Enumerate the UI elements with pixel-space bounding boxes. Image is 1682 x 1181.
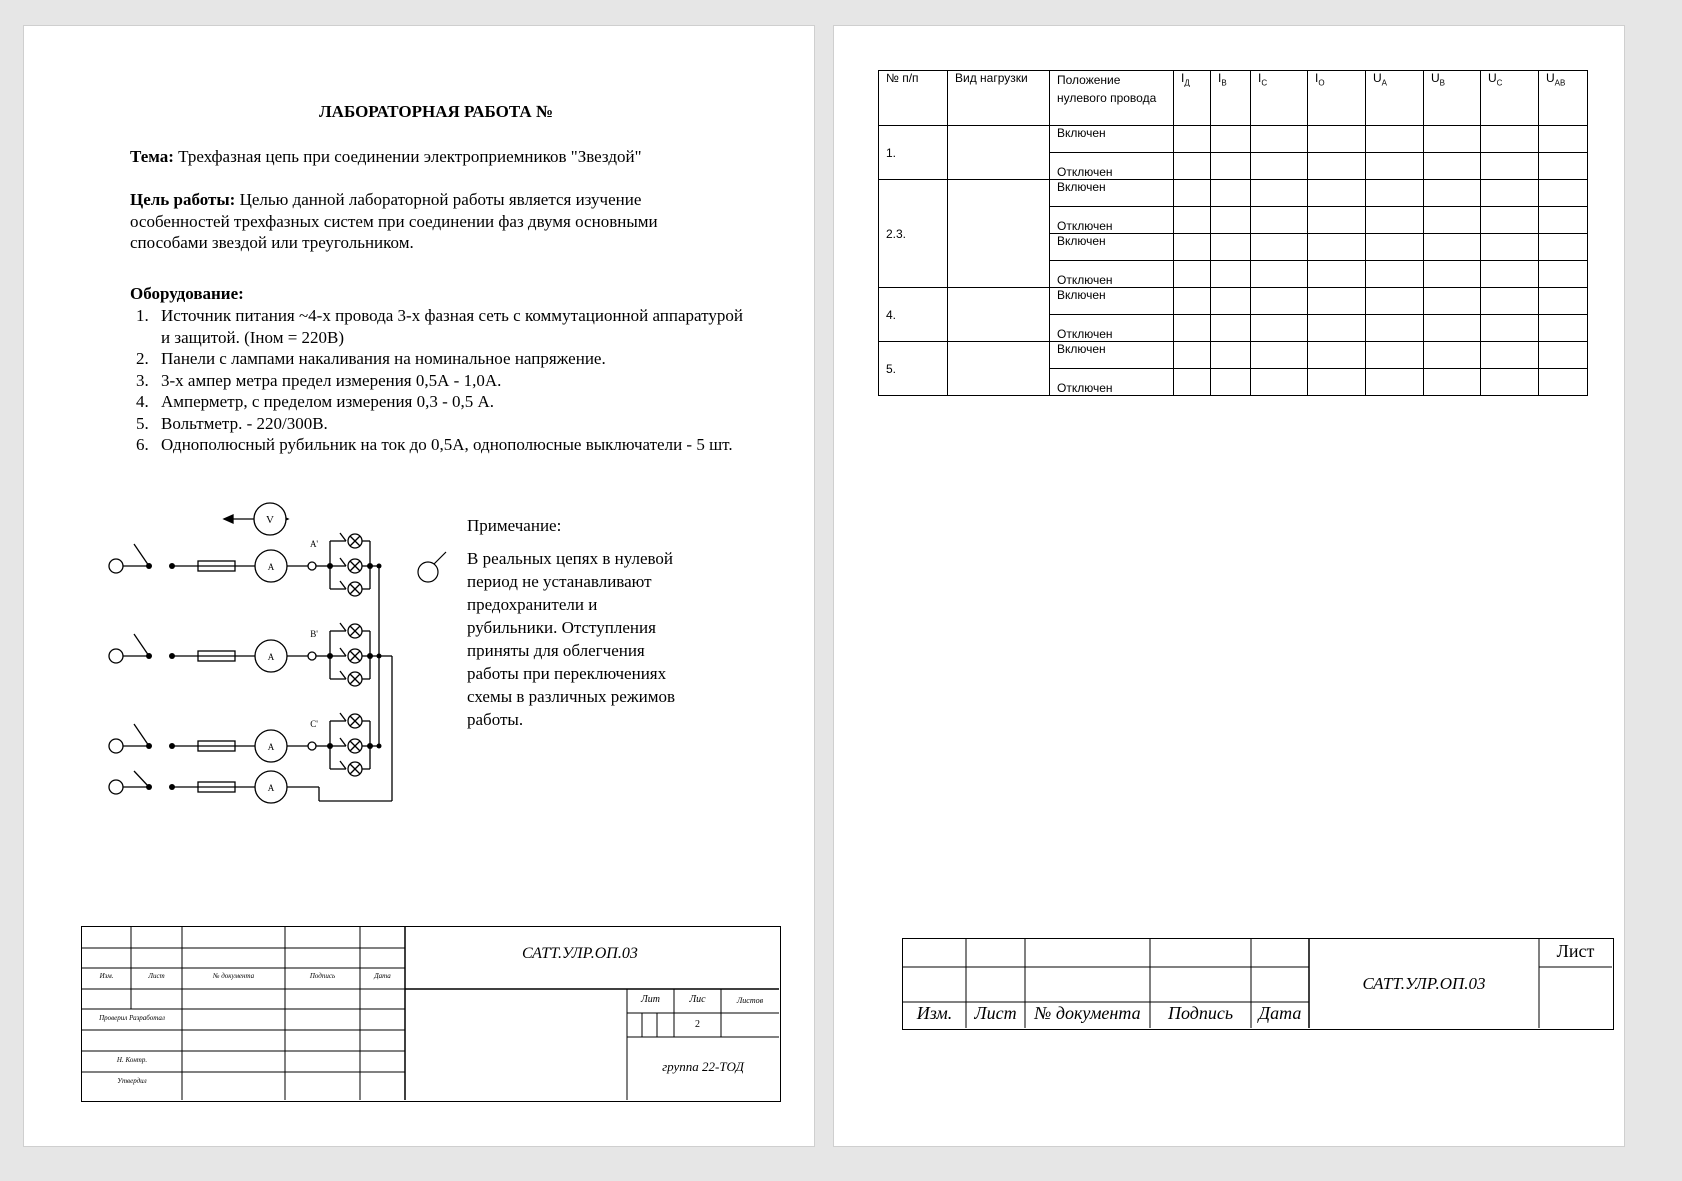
table-row	[879, 288, 1588, 315]
value-cell[interactable]	[1308, 261, 1366, 288]
value-cell[interactable]	[1366, 153, 1424, 180]
stamp-lit: Лит	[641, 994, 660, 1005]
voltmeter-label: V	[266, 514, 274, 526]
ammeter-label: A	[267, 742, 275, 752]
item-text: Источник питания ~4-х провода 3-х фазная сеть с коммутационной аппаратурой	[161, 306, 743, 325]
title-block-stamp	[81, 926, 781, 1102]
note-line: работы при переключениях	[467, 664, 667, 683]
switch-symbol-icon	[416, 546, 452, 584]
value-cell[interactable]	[1424, 126, 1481, 153]
value-cell[interactable]	[1539, 315, 1588, 342]
item-number: 5.	[136, 413, 149, 433]
value-cell[interactable]	[1481, 288, 1539, 315]
value-cell[interactable]	[1251, 126, 1308, 153]
stamp-code: САТТ.УЛР.ОП.03	[522, 945, 638, 962]
value-cell[interactable]	[1539, 180, 1588, 207]
list-item	[109, 305, 789, 348]
value-cell[interactable]	[1308, 288, 1366, 315]
col-header: $I_Д$	[1174, 71, 1211, 126]
note-line: В реальных цепях в нулевой	[467, 549, 674, 568]
item-text: 3-х ампер метра предел измерения 0,5А - 1,0А.	[161, 370, 502, 390]
value-cell[interactable]	[1211, 207, 1251, 234]
table-row	[879, 126, 1588, 153]
equipment-list	[109, 305, 789, 456]
value-cell[interactable]	[1174, 234, 1211, 261]
value-cell[interactable]	[1174, 315, 1211, 342]
col-header: $U_С$	[1481, 71, 1539, 126]
value-cell[interactable]	[1539, 207, 1588, 234]
note-title: Примечание:	[467, 516, 562, 535]
goal-label: Цель работы:	[130, 190, 236, 209]
neutral-state: Включен	[1050, 288, 1174, 315]
value-cell[interactable]	[1308, 315, 1366, 342]
value-cell[interactable]	[1424, 180, 1481, 207]
value-cell[interactable]	[1251, 315, 1308, 342]
stamp-listov: Листов	[736, 996, 764, 1005]
table-row	[879, 180, 1588, 207]
value-cell[interactable]	[1211, 126, 1251, 153]
value-cell[interactable]	[1539, 369, 1588, 396]
value-cell[interactable]	[1211, 315, 1251, 342]
item-number: 1.	[136, 306, 149, 325]
neutral-state: Отключен	[1050, 315, 1174, 342]
stamp2-izm: Изм.	[916, 1003, 953, 1023]
value-cell[interactable]	[1481, 180, 1539, 207]
stamp-izm: Изм.	[99, 972, 114, 980]
table-header-row	[879, 71, 1588, 126]
value-cell[interactable]	[1366, 315, 1424, 342]
item-number: 2.	[136, 349, 149, 368]
value-cell[interactable]	[1251, 342, 1308, 369]
col-header: $U_А$	[1366, 71, 1424, 126]
load-type-cell[interactable]	[948, 342, 1050, 396]
load-type-cell[interactable]	[948, 126, 1050, 180]
value-cell[interactable]	[1251, 369, 1308, 396]
goal-line-1: Целью данной лабораторной работы является изучение	[235, 190, 642, 209]
measurements-table	[878, 70, 1588, 396]
stamp2-code: САТТ.УЛР.ОП.03	[1362, 974, 1486, 993]
load-type-cell[interactable]	[948, 288, 1050, 342]
value-cell[interactable]	[1366, 180, 1424, 207]
neutral-state: Включен	[1050, 126, 1174, 153]
value-cell[interactable]	[1211, 261, 1251, 288]
neutral-state: Отключен	[1050, 261, 1174, 288]
list-item	[109, 391, 789, 413]
stamp-doc: № документа	[212, 972, 255, 980]
item-text: Амперметр, с пределом измерения 0,3 - 0,5 А.	[161, 392, 495, 411]
stamp2-sheet: Лист	[1556, 941, 1595, 961]
document-page-1	[23, 25, 815, 1147]
value-cell[interactable]	[1251, 261, 1308, 288]
stamp2-date: Дата	[1258, 1003, 1302, 1023]
stamp2-doc: № документа	[1034, 1003, 1141, 1023]
col-header: Вид нагрузки	[948, 71, 1050, 126]
col-header: $I_В$	[1211, 71, 1251, 126]
neutral-state: Включен	[1050, 234, 1174, 261]
col-header: Положение нулевого провода	[1050, 71, 1174, 126]
document-page-2	[833, 25, 1625, 1147]
value-cell[interactable]	[1174, 288, 1211, 315]
theme-label: Тема:	[130, 147, 174, 166]
neutral-state: Отключен	[1050, 153, 1174, 180]
value-cell[interactable]	[1211, 288, 1251, 315]
value-cell[interactable]	[1424, 288, 1481, 315]
col-header: $U_В$	[1424, 71, 1481, 126]
value-cell[interactable]	[1424, 153, 1481, 180]
value-cell[interactable]	[1251, 207, 1308, 234]
stamp-n-kontr: Н. Контр.	[116, 1056, 148, 1064]
value-cell[interactable]	[1481, 207, 1539, 234]
load-type-cell[interactable]	[948, 180, 1050, 288]
value-cell[interactable]	[1308, 207, 1366, 234]
value-cell[interactable]	[1251, 153, 1308, 180]
value-cell[interactable]	[1424, 234, 1481, 261]
note-body	[467, 547, 727, 731]
stamp2-list: Лист	[974, 1003, 1017, 1023]
list-item	[109, 348, 789, 370]
neutral-state: Включен	[1050, 180, 1174, 207]
theme-line	[130, 146, 642, 168]
value-cell[interactable]	[1424, 342, 1481, 369]
value-cell[interactable]	[1174, 261, 1211, 288]
value-cell[interactable]	[1424, 369, 1481, 396]
theme-text: Трехфазная цепь при соединении электроприемников "Звездой"	[173, 147, 642, 166]
stamp-group: группа 22-ТОД	[662, 1059, 744, 1074]
col-header: $I_С$	[1251, 71, 1308, 126]
value-cell[interactable]	[1481, 369, 1539, 396]
value-cell[interactable]	[1481, 153, 1539, 180]
value-cell[interactable]	[1424, 207, 1481, 234]
value-cell[interactable]	[1308, 180, 1366, 207]
value-cell[interactable]	[1481, 261, 1539, 288]
value-cell[interactable]	[1308, 369, 1366, 396]
neutral-state: Отключен	[1050, 207, 1174, 234]
note-line: предохранители и	[467, 595, 598, 614]
goal-line-2: особенностей трехфазных систем при соединении фаз двумя основными	[130, 211, 658, 231]
value-cell[interactable]	[1251, 288, 1308, 315]
value-cell[interactable]	[1211, 153, 1251, 180]
value-cell[interactable]	[1366, 207, 1424, 234]
item-number: 3.	[136, 370, 149, 390]
note-line: период не устанавливают	[467, 572, 652, 591]
stamp-proveril: Проверил Разработал	[99, 1014, 165, 1022]
goal-paragraph	[130, 189, 750, 254]
value-cell[interactable]	[1481, 234, 1539, 261]
value-cell[interactable]	[1366, 234, 1424, 261]
goal-line-3: способами звездой или треугольником.	[130, 233, 414, 252]
stamp-utverdil: Утвердил	[117, 1077, 147, 1085]
row-number: 2.3.	[879, 180, 948, 288]
ammeter-label: A	[267, 562, 275, 572]
phase-b-label: B'	[310, 629, 318, 639]
col-header: № п/п	[879, 71, 948, 126]
col-header: $I_О$	[1308, 71, 1366, 126]
ammeter-label: A	[267, 652, 275, 662]
value-cell[interactable]	[1251, 180, 1308, 207]
note-line: схемы в различных режимов	[467, 687, 675, 706]
row-number: 4.	[879, 288, 948, 342]
list-item	[109, 434, 789, 456]
value-cell[interactable]	[1211, 180, 1251, 207]
phase-a-label: A'	[309, 539, 319, 549]
value-cell[interactable]	[1251, 234, 1308, 261]
item-text: Вольтметр. - 220/300В.	[161, 413, 328, 433]
value-cell[interactable]	[1481, 126, 1539, 153]
neutral-state: Включен	[1050, 342, 1174, 369]
value-cell[interactable]	[1174, 342, 1211, 369]
value-cell[interactable]	[1539, 261, 1588, 288]
value-cell[interactable]	[1539, 153, 1588, 180]
value-cell[interactable]	[1424, 261, 1481, 288]
value-cell[interactable]	[1211, 342, 1251, 369]
row-number: 1.	[879, 126, 948, 180]
list-item	[109, 413, 789, 435]
title-block-stamp-2	[902, 938, 1614, 1030]
value-cell[interactable]	[1481, 342, 1539, 369]
value-cell[interactable]	[1366, 369, 1424, 396]
value-cell[interactable]	[1174, 153, 1211, 180]
table-row	[879, 342, 1588, 369]
stamp-list: Лист	[148, 972, 165, 980]
item-text: Однополюсный рубильник на ток до 0,5А, однополюсные выключатели - 5 шт.	[161, 435, 733, 454]
value-cell[interactable]	[1211, 234, 1251, 261]
ammeter-label: A	[267, 783, 275, 793]
value-cell[interactable]	[1174, 369, 1211, 396]
value-cell[interactable]	[1174, 180, 1211, 207]
value-cell[interactable]	[1308, 342, 1366, 369]
value-cell[interactable]	[1366, 126, 1424, 153]
value-cell[interactable]	[1366, 261, 1424, 288]
value-cell[interactable]	[1539, 342, 1588, 369]
stamp-lis: Лис	[689, 994, 706, 1005]
value-cell[interactable]	[1539, 234, 1588, 261]
item-text-cont: и защитой. (Iном = 220В)	[161, 327, 345, 347]
value-cell[interactable]	[1539, 126, 1588, 153]
row-number: 5.	[879, 342, 948, 396]
neutral-state: Отключен	[1050, 369, 1174, 396]
phase-c-label: C'	[310, 719, 318, 729]
stamp2-sign: Подпись	[1167, 1003, 1234, 1023]
col-header: $U_{АВ}$	[1539, 71, 1588, 126]
value-cell[interactable]	[1366, 288, 1424, 315]
item-number: 6.	[136, 435, 149, 454]
note-line: рубильники. Отступления	[467, 618, 656, 637]
lab-title: ЛАБОРАТОРНАЯ РАБОТА №	[319, 102, 553, 121]
stamp-date: Дата	[374, 972, 391, 980]
note-line: приняты для облегчения	[467, 641, 645, 660]
circuit-diagram	[74, 481, 494, 821]
value-cell[interactable]	[1481, 315, 1539, 342]
value-cell[interactable]	[1308, 234, 1366, 261]
equipment-label: Оборудование:	[130, 284, 244, 303]
value-cell[interactable]	[1174, 207, 1211, 234]
value-cell[interactable]	[1424, 315, 1481, 342]
value-cell[interactable]	[1366, 342, 1424, 369]
stamp-sign: Подпись	[309, 972, 336, 980]
value-cell[interactable]	[1174, 126, 1211, 153]
item-text: Панели с лампами накаливания на номинальное напряжение.	[161, 349, 606, 368]
value-cell[interactable]	[1308, 126, 1366, 153]
value-cell[interactable]	[1308, 153, 1366, 180]
value-cell[interactable]	[1211, 369, 1251, 396]
note-line: работы.	[467, 710, 524, 729]
equipment-heading	[130, 283, 244, 305]
list-item	[109, 370, 789, 392]
item-number: 4.	[136, 392, 149, 411]
value-cell[interactable]	[1539, 288, 1588, 315]
stamp-sheet-number: 2	[695, 1019, 700, 1030]
